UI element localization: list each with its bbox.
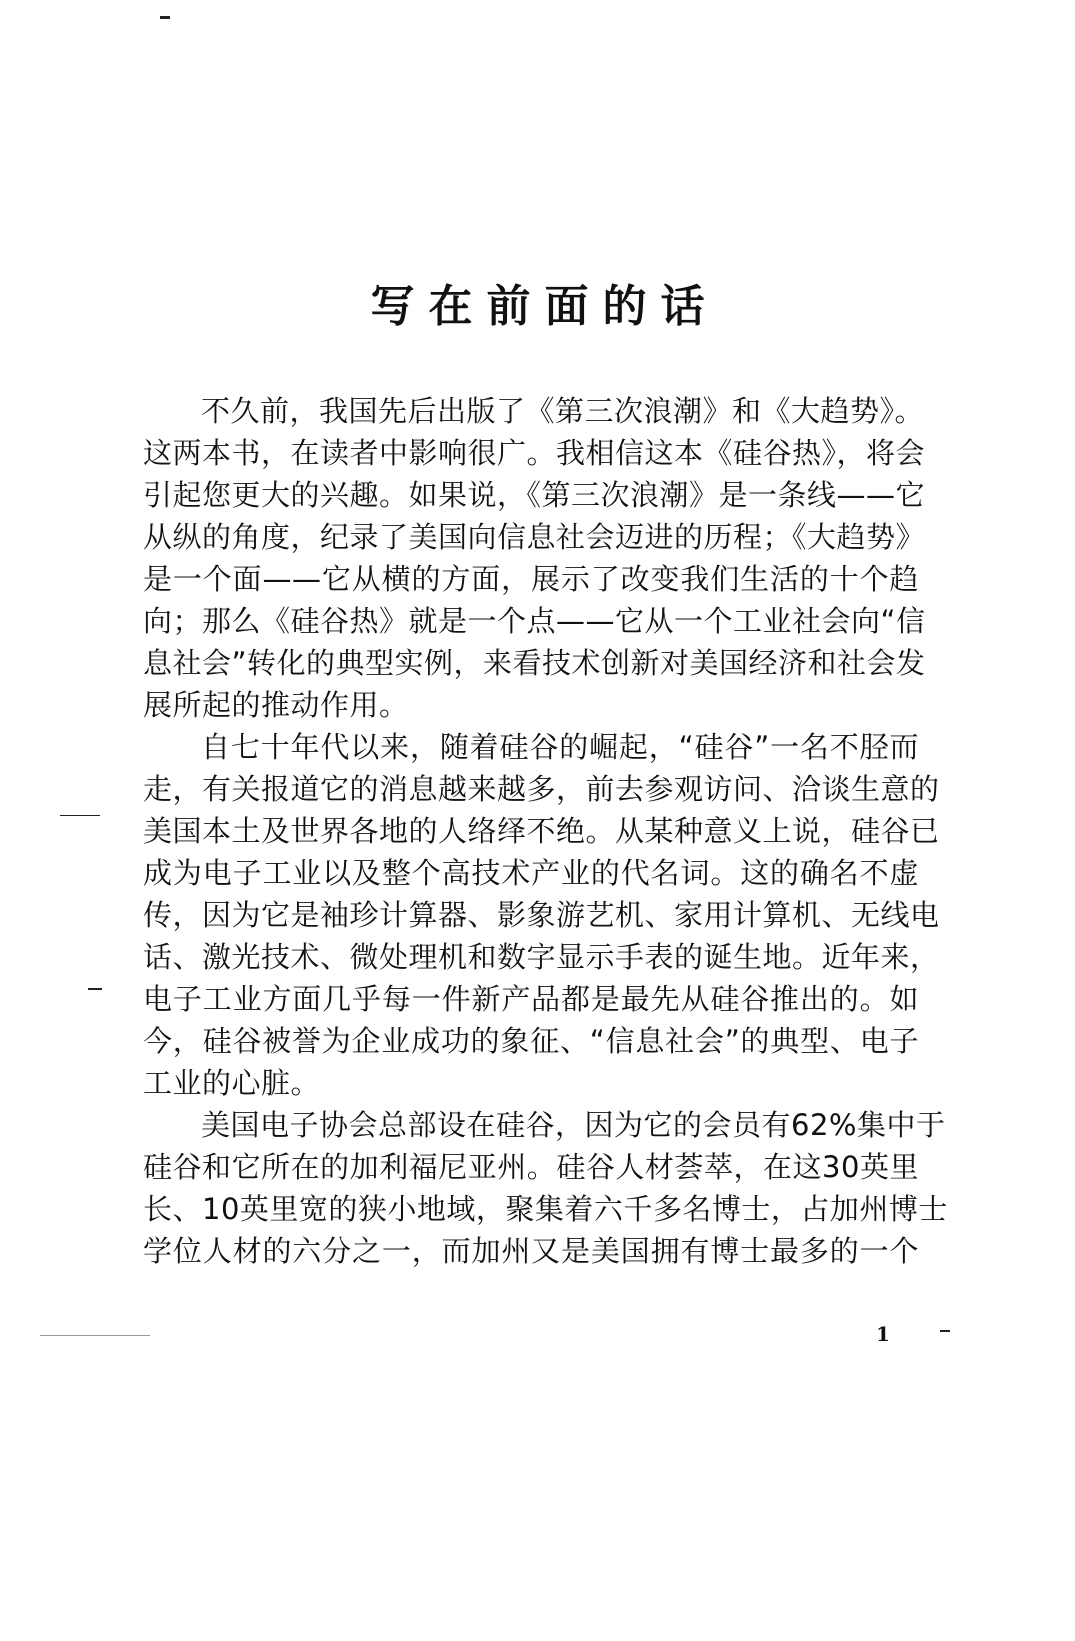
- text-line: 电子工业方面几乎每一件新产品都是最先从硅谷推出的。如: [143, 982, 919, 1016]
- page-title: 写在前面的话: [370, 281, 719, 332]
- scan-speck: [940, 1330, 950, 1332]
- text-line: 不久前，我国先后出版了《第三次浪潮》和《大趋势》。: [201, 394, 925, 428]
- text-line: 从纵的角度，纪录了美国向信息社会迈进的历程；《大趋势》: [143, 520, 926, 554]
- text-line: 硅谷和它所在的加利福尼亚州。硅谷人材荟萃，在这30英里: [143, 1150, 919, 1184]
- scan-speck: [60, 815, 100, 816]
- text-line: 学位人材的六分之一，而加州又是美国拥有博士最多的一个: [143, 1234, 919, 1268]
- text-line: 自七十年代以来，随着硅谷的崛起，“硅谷”一名不胫而: [201, 730, 919, 764]
- text-line: 美国本土及世界各地的人络绎不绝。从某种意义上说，硅谷已: [143, 814, 940, 848]
- text-line: 息社会”转化的典型实例，来看技术创新对美国经济和社会发: [143, 646, 926, 680]
- page-number: 1: [876, 1322, 890, 1346]
- text-line: 工业的心脏。: [143, 1066, 321, 1100]
- text-line: 引起您更大的兴趣。如果说，《第三次浪潮》是一条线——它: [143, 478, 926, 512]
- scan-speck: [88, 988, 102, 990]
- text-line: 传，因为它是袖珍计算器、影象游艺机、家用计算机、无线电: [143, 898, 940, 932]
- text-line: 长、10英里宽的狭小地域，聚集着六千多名博士，占加州博士: [143, 1192, 948, 1226]
- text-line: 展所起的推动作用。: [143, 688, 409, 722]
- text-line: 今，硅谷被誉为企业成功的象征、“信息社会”的典型、电子: [143, 1024, 919, 1058]
- scan-speck: [160, 16, 170, 19]
- text-line: 成为电子工业以及整个高技术产业的代名词。这的确名不虚: [143, 856, 919, 890]
- text-line: 是一个面——它从横的方面，展示了改变我们生活的十个趋: [143, 562, 919, 596]
- text-line: 走，有关报道它的消息越来越多，前去参观访问、洽谈生意的: [143, 772, 940, 806]
- body-text: [143, 390, 948, 1272]
- text-line: 向；那么《硅谷热》就是一个点——它从一个工业社会向“信: [143, 604, 926, 638]
- text-line: 这两本书，在读者中影响很广。我相信这本《硅谷热》，将会: [143, 436, 926, 470]
- scan-speck: [40, 1335, 150, 1336]
- text-line: 话、激光技术、微处理机和数字显示手表的诞生地。近年来，: [143, 940, 940, 974]
- text-line: 美国电子协会总部设在硅谷，因为它的会员有62%集中于: [201, 1108, 946, 1142]
